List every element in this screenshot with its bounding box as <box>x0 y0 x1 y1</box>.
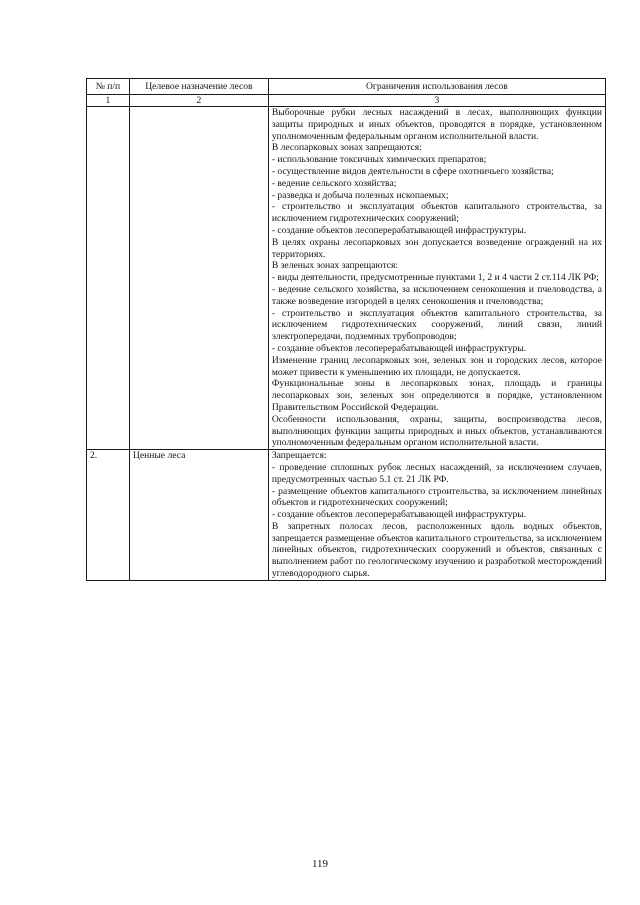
column-index: 3 <box>268 95 605 107</box>
table-row <box>87 107 606 450</box>
row-purpose <box>129 107 268 450</box>
restriction-paragraph: Запрещается: <box>271 450 327 462</box>
page-number: 119 <box>311 858 329 870</box>
restriction-paragraph: - использование токсичных химических препаратов; <box>271 154 487 166</box>
restrictions-table <box>86 78 606 581</box>
restriction-paragraph: - размещение объектов капитального строительства, за исключением линейных объектов и гидротехнических сооружений; <box>271 485 602 509</box>
restriction-paragraph: - осуществление видов деятельности в сфере охотничьего хозяйства; <box>271 165 554 177</box>
column-index: 2 <box>129 95 268 107</box>
header-purpose: Целевое назначение лесов <box>129 79 268 95</box>
row-purpose: Ценные леса <box>129 450 268 581</box>
restriction-paragraph: - ведение сельского хозяйства; <box>271 177 397 189</box>
restriction-paragraph: - разведка и добыча полезных ископаемых; <box>271 189 449 201</box>
header-restrictions: Ограничения использования лесов <box>268 79 605 95</box>
restriction-paragraph: В зеленых зонах запрещаются: <box>271 260 399 272</box>
restriction-paragraph: - виды деятельности, предусмотренные пунктами 1, 2 и 4 части 2 ст.114 ЛК РФ; <box>271 272 599 284</box>
restriction-paragraph: В целях охраны лесопарковых зон допускается возведение ограждений на их территориях. <box>271 236 602 260</box>
table-row <box>87 450 606 581</box>
row-number: 2. <box>87 450 130 581</box>
restriction-paragraph: - создание объектов лесоперерабатывающей инфраструктуры. <box>271 342 527 354</box>
row-restrictions <box>268 107 605 450</box>
restriction-paragraph: Функциональные зоны в лесопарковых зонах, площадь и границы лесопарковых зон, зеленых зон определяются в порядке, установленном Правительством Российской Федерации. <box>271 378 602 413</box>
restriction-paragraph: Выборочные рубки лесных насаждений в лесах, выполняющих функции защиты природных и иных объектов, проводятся в порядке, установленном уполномоченным федеральным органом исполнительной власти. <box>271 107 602 142</box>
restriction-paragraph: Особенности использования, охраны, защиты, воспроизводства лесов, выполняющих функции защиты природных и иных объектов, устанавливаются уполномоченным федеральным органом исполнительной власти. <box>271 413 602 449</box>
column-index: 1 <box>87 95 130 107</box>
restriction-paragraph: - создание объектов лесоперерабатывающей инфраструктуры. <box>271 509 527 521</box>
restriction-paragraph: В лесопарковых зонах запрещаются: <box>271 142 422 154</box>
row-number <box>87 107 130 450</box>
table-header-row <box>87 79 606 95</box>
restriction-paragraph: - строительство и эксплуатация объектов капитального строительства, за исключением гидротехнических сооружений; <box>271 201 602 225</box>
restriction-paragraph: - создание объектов лесоперерабатывающей инфраструктуры. <box>271 224 527 236</box>
restriction-paragraph: - проведение сплошных рубок лесных насаждений, за исключением случаев, предусмотренных частью 5.1 ст. 21 ЛК РФ. <box>271 461 602 485</box>
restriction-paragraph: - строительство и эксплуатация объектов капитального строительства, за исключением гидротехнических сооружений, линий связи, линий электропередачи, подземных трубопроводов; <box>271 307 602 343</box>
restriction-paragraph: В запретных полосах лесов, расположенных вдоль водных объектов, запрещается размещение объектов капитального строительства, за исключением линейных объектов, гидротехнических сооружений и объектов, связанных с выполнением работ по геологическому изучению и разработкой месторождений углеводородного сырья. <box>271 520 602 580</box>
header-number: № п/п <box>87 79 130 95</box>
restriction-paragraph: Изменение границ лесопарковых зон, зеленых зон и городских лесов, которое может привести к уменьшению их площади, не допускается. <box>271 354 602 378</box>
row-restrictions <box>268 450 605 581</box>
restriction-paragraph: - ведение сельского хозяйства, за исключением сенокошения и пчеловодства, а также возведение изгородей в целях сенокошения и пчеловодства; <box>271 283 602 307</box>
column-index-row <box>87 95 606 107</box>
